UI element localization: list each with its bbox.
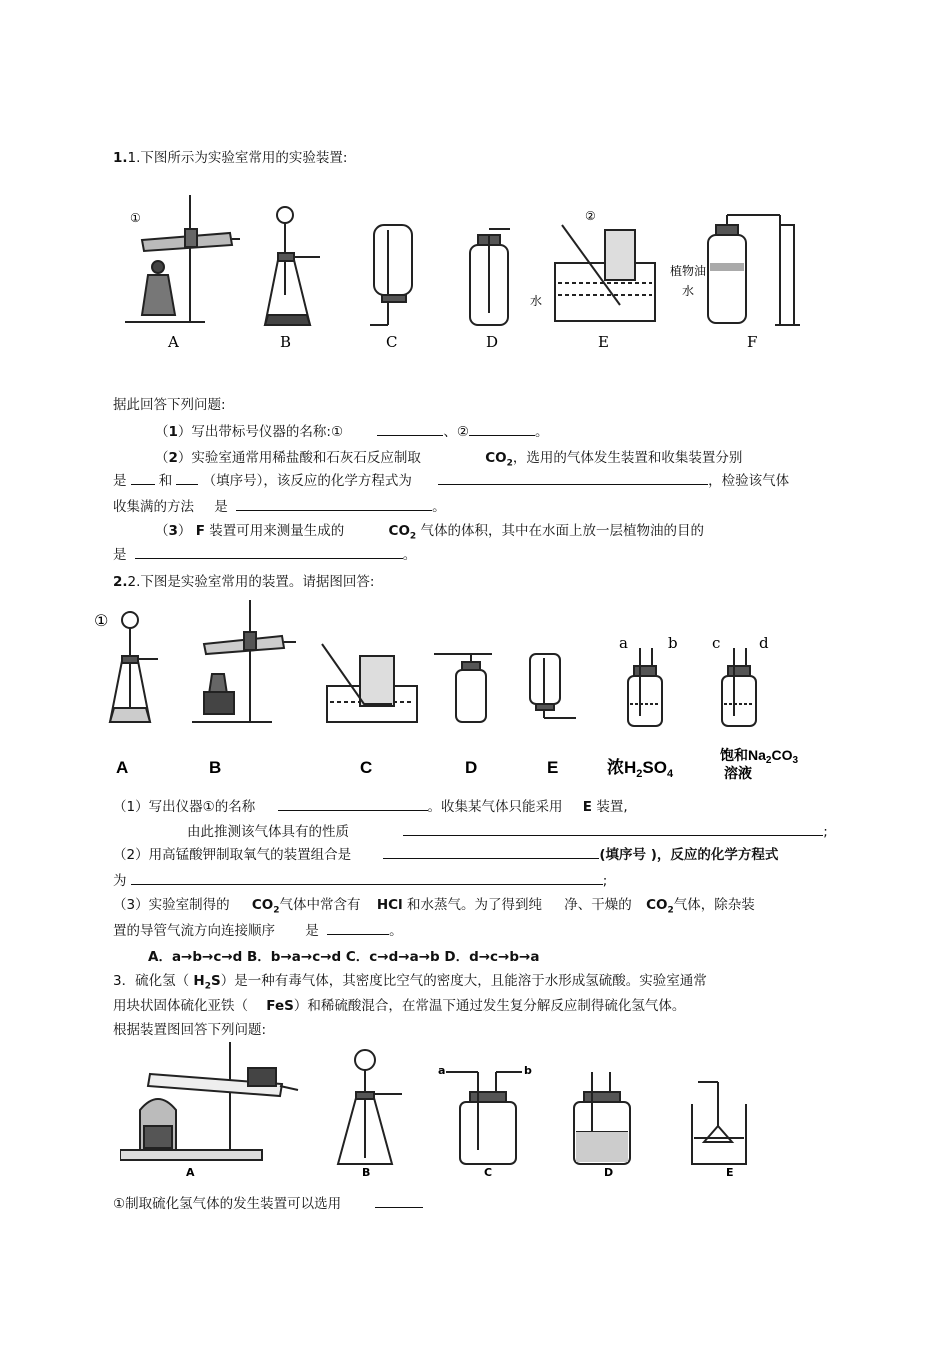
apparatus-f [708,215,800,325]
q2-p1-e: E [582,799,593,815]
q2-port-c: c [712,634,721,652]
q1-blank-2[interactable] [469,421,535,436]
label-f: F [747,333,758,351]
q1-p3-end: 。 [402,547,417,563]
q2-hcl: HCl [376,897,403,913]
q1-water2-label: 水 [682,284,695,298]
q2-p2-a: （2）用高锰酸钾制取氧气的装置组合是 [113,847,352,863]
label-d: D [486,333,499,351]
co2-text: CO [646,897,668,913]
h2s-h: H [193,973,205,989]
q2-apparatus-e [530,654,576,718]
q2-p1-c: 装置, [596,799,628,815]
apparatus-c [370,225,412,325]
q1-part2-line2 [113,469,789,489]
label-b: B [280,333,292,351]
q2-p3-d: 净、干燥的 [564,897,632,913]
q2-label-na2co3: 饱和$Na_2CO_3$ [720,747,799,766]
q1-oil-label: 植物油 [670,264,707,278]
apparatus-a [125,195,240,322]
q2-blank-2[interactable] [403,821,823,836]
q1-p2-is: 是 [113,473,127,489]
q1-part3-after: 气体的体积，其中在水面上放一层植物油的目的 [420,523,704,539]
h2s-sub: 2 [204,981,211,992]
q1-part1-end: 。 [534,424,549,440]
q1-p2-end: 。 [432,499,446,515]
q1-blank-1[interactable] [377,421,443,436]
q2-p1-b: 。收集某气体只能采用 [427,799,563,815]
q2-apparatus-h2so4 [628,648,662,726]
q2-p1-a: （1）写出仪器①的名称 [113,799,256,815]
q2-port-a: a [619,634,628,652]
q3-blank-1[interactable] [375,1193,423,1208]
q2-p3-f: 置的导管气流方向连接顺序 [113,923,275,939]
q2-blank-3[interactable] [383,844,599,859]
q1-blank-7[interactable] [135,544,403,559]
q1-blank-5[interactable] [438,470,708,485]
q1-circle1-label: ① [130,211,141,225]
q2-blank-5[interactable] [327,920,389,935]
q3-label-a: A [186,1166,195,1179]
q2-label-solution: 溶液 [724,765,752,781]
h2s-s: S [210,973,221,989]
q2-label-b: B [209,758,222,777]
q2-p3-a: （3）实验室制得的 [113,897,230,913]
q2-apparatus-b [192,600,296,722]
q3-l2-b: ）和稀硫酸混合，在常温下通过发生复分解反应制得硫化氢气体。 [293,998,686,1014]
q2-label-a: A [116,758,129,777]
q1-intro: 据此回答下列问题: [113,397,226,413]
q3-label-c: C [484,1166,493,1179]
q3-port-b: b [524,1064,532,1077]
q1-part2-after: ，选用的气体发生装置和收集装置分别 [512,450,743,466]
co2-text: CO [251,897,274,913]
q3-figure [120,1040,800,1180]
q1-part2-num: 2 [168,450,178,466]
q2-p3-g: 是 [305,923,319,939]
q2-figure [92,596,852,786]
q1-p3-is: 是 [113,547,127,563]
q3-apparatus-e [692,1082,746,1164]
q2-part3-line2 [113,919,403,939]
q2-p3-b: 气体中常含有 [279,897,361,913]
q2-part2-line1 [113,843,778,863]
q2-p1-end: ; [823,824,828,840]
q1-blank-3[interactable] [131,470,155,485]
q1-part3-num: 3 [168,523,178,539]
q3-line1 [113,969,707,992]
q2-label-c: C [360,758,373,777]
q1-part3-text: 装置可用来测量生成的 [209,523,345,539]
q3-apparatus-c [446,1072,522,1164]
q1-circle2-label: ② [585,209,596,223]
q2-p3-e: 气体，除杂装 [673,897,755,913]
q1-p2-is2: 是 [214,499,228,515]
label-c: C [386,333,398,351]
q2-blank-4[interactable] [131,870,603,885]
apparatus-e [555,225,655,321]
q3-label-e: E [726,1166,734,1179]
q3-port-a: a [438,1064,446,1077]
q2-apparatus-a [110,612,158,722]
q2-co2-b [646,897,674,916]
q2-p1-d: 由此推测该气体具有的性质 [187,824,349,840]
q1-part2-line3 [113,495,446,515]
q1-co2-b [388,523,417,542]
q2-apparatus-na2co3 [722,648,756,726]
q2-apparatus-d [434,654,492,722]
q2-title-text: 2.下图是实验室常用的装置。请据图回答: [127,574,375,590]
q3-apparatus-a [120,1042,298,1160]
q3-line2 [113,994,685,1014]
q1-part3-line2 [113,543,416,563]
label-e: E [598,333,609,351]
q3-apparatus-b [338,1050,402,1164]
q1-part1-sep: 、② [443,424,469,440]
q1-p2-and: 和 [158,473,173,489]
q2-apparatus-c [322,644,417,722]
q2-port-b: b [668,634,678,652]
q2-part3-line1 [113,893,755,916]
q2-blank-1[interactable] [278,796,428,811]
q1-part3-f: F [195,523,205,539]
q2-label-e: E [547,758,559,777]
q3-fes: FeS [266,998,294,1014]
q3-p1-text: ①制取硫化氢气体的发生装置可以选用 [113,1196,342,1212]
co2-text: CO [485,450,507,466]
q1-water-label: 水 [530,294,543,308]
q3-line3: 根据装置图回答下列问题: [113,1022,267,1038]
apparatus-d [470,229,510,325]
q2-p2-end: ; [602,873,608,889]
q1-part1-num: 1 [168,424,178,440]
q3-l2-a: 用块状固体硫化亚铁（ [113,998,248,1014]
q2-p2-b: (填序号 )，反应的化学方程式 [599,847,779,863]
q2-part2-line2 [113,869,607,889]
q1-part3-line1: （3） F 装置可用来测量生成的 $CO_2$ 气体的体积，其中在水面上放一层植物油的目的 [155,523,704,542]
q2-label-d: D [465,758,478,777]
q1-p2-fill: （填序号），该反应的化学方程式为 [202,473,412,489]
q1-blank-4[interactable] [176,470,198,485]
q3-h2s [193,973,221,992]
q1-title-text: 1.下图所示为实验室常用的实验装置: [127,150,348,166]
q3-part1 [113,1192,423,1212]
q2-options: A．a→b→c→d B．b→a→c→d C．c→d→a→b D．d→c→b→a [148,949,540,965]
co2-sub: 2 [667,905,674,916]
q3-label-d: D [604,1166,614,1179]
q1-part1-text: 写出带标号仪器的名称:① [191,424,344,440]
q1-title: 1.1.下图所示为实验室常用的实验装置: [113,150,348,166]
q2-part1-line1 [113,795,628,815]
q1-figure [110,185,810,355]
q1-p2-method: 收集满的方法 [113,499,194,515]
q1-blank-6[interactable] [236,496,432,511]
q2-title: 2.2.下图是实验室常用的装置。请据图回答: [113,574,375,590]
co2-sub: 2 [273,905,280,916]
q2-circle1-label: ① [94,611,109,630]
q1-part2-line1: （2）实验室通常用稀盐酸和石灰石反应制取 $CO_2$，选用的气体发生装置和收集装置分别 [155,450,743,469]
q1-p2-check: ，检验该气体 [708,473,790,489]
q2-p3-c: 和水蒸气。为了得到纯 [406,897,542,913]
q3-l1-b: ）是一种有毒气体，其密度比空气的密度大，且能溶于水形成氢硫酸。实验室通常 [220,973,707,989]
q1-part1: （1）写出带标号仪器的名称:① 、② 。 [155,420,548,440]
q2-p2-c: 为 [113,873,127,889]
q2-part1-line2 [187,820,828,840]
q2-port-d: d [759,634,769,652]
q1-part2-text: 实验室通常用稀盐酸和石灰石反应制取 [191,450,421,466]
q2-p3-end: 。 [389,923,403,939]
label-a: A [168,333,179,351]
q3-apparatus-d [574,1072,630,1164]
co2-sub: 2 [409,531,417,542]
q2-label-h2so4: 浓$H_2SO_4$ [607,758,674,780]
q3-l1-a: 3．硫化氢（ [113,973,190,989]
q1-co2 [485,450,513,469]
co2-sub: 2 [506,458,513,469]
apparatus-b [265,207,320,325]
co2-text: CO [388,523,410,539]
q2-co2 [251,897,280,916]
q3-label-b: B [362,1166,371,1179]
